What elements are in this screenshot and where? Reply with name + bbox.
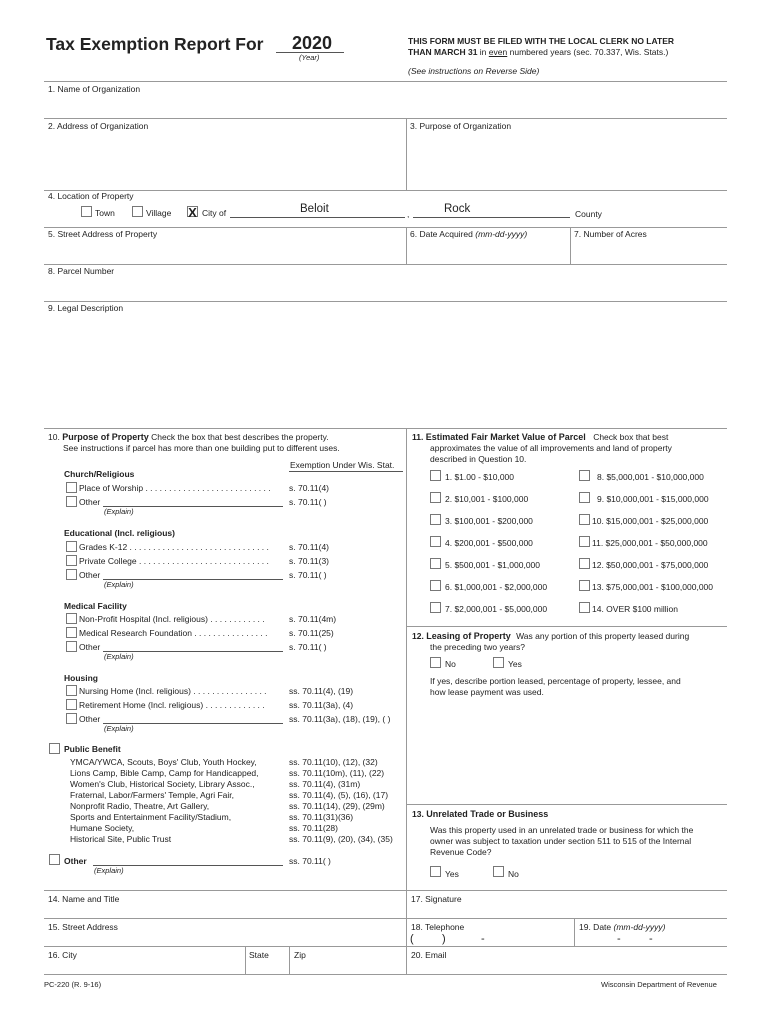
- email-input[interactable]: [408, 961, 726, 973]
- value-6-label: 6. $1,000,001 - $2,000,000: [445, 582, 548, 592]
- value-5-checkbox[interactable]: [430, 558, 441, 569]
- public-stat: ss. 70.11(9), (20), (34), (35): [289, 834, 393, 844]
- church-explain: (Explain): [104, 507, 134, 516]
- value-10-checkbox[interactable]: [579, 514, 590, 525]
- leasing-no-label: No: [445, 659, 456, 669]
- year-label: (Year): [299, 53, 320, 62]
- value-13-checkbox[interactable]: [579, 580, 590, 591]
- church-other-label: Other: [79, 497, 101, 507]
- public-stat: ss. 70.11(31)(36): [289, 812, 354, 822]
- street-input[interactable]: [44, 933, 404, 945]
- public-line: Lions Camp, Bible Camp, Camp for Handicapped,: [70, 768, 259, 778]
- unrelated-heading: [412, 809, 548, 820]
- organization-purpose-input[interactable]: [408, 132, 726, 188]
- housing-other-label: Other: [79, 714, 101, 724]
- acres-input[interactable]: [572, 240, 726, 262]
- county-label: County: [575, 209, 602, 219]
- college-stat: s. 70.11(3): [289, 556, 330, 566]
- edu-explain: (Explain): [104, 580, 134, 589]
- worship-stat: s. 70.11(4): [289, 483, 330, 493]
- leasing-desc-2: the preceding two years?: [430, 642, 525, 652]
- county-line: [413, 217, 570, 218]
- date-dash-2: -: [649, 933, 653, 945]
- field-3-label: 3. Purpose of Organization: [410, 121, 512, 131]
- research-checkbox[interactable]: [66, 627, 77, 638]
- edu-other-label: Other: [79, 570, 101, 580]
- field-2-label: 2. Address of Organization: [48, 121, 149, 131]
- leasing-yes-checkbox[interactable]: [493, 657, 504, 668]
- unrelated-desc-3: Revenue Code?: [430, 847, 492, 857]
- field-15-label: 15. Street Address: [48, 922, 118, 932]
- city-line: [230, 217, 405, 218]
- field-14-label: 14. Name and Title: [48, 894, 120, 904]
- med-explain: (Explain): [104, 652, 134, 661]
- leasing-heading: [412, 631, 689, 642]
- value-8-checkbox[interactable]: [579, 470, 590, 481]
- final-explain: (Explain): [94, 866, 124, 875]
- date-acquired-label: 6. Date Acquired: [410, 229, 473, 239]
- housing-explain: (Explain): [104, 724, 134, 733]
- retirement-label: Retirement Home (Incl. religious) . . . . . . . . . . . . .: [79, 700, 265, 710]
- section-12-title: Leasing of Property: [426, 631, 511, 641]
- research-label: Medical Research Foundation . . . . . . . . . . . . . . . .: [79, 628, 268, 638]
- unrelated-desc-1: Was this property used in an unrelated trade or business for which the: [430, 825, 694, 835]
- public-stat: ss. 70.11(14), (29), (29m): [289, 801, 385, 811]
- public-stat: ss. 70.11(4), (31m): [289, 779, 361, 789]
- value-14-checkbox[interactable]: [579, 602, 590, 613]
- edu-other-checkbox[interactable]: [66, 569, 77, 580]
- date-label: 19. Date: [579, 922, 612, 932]
- church-other-checkbox[interactable]: [66, 496, 77, 507]
- form-id: PC-220 (R. 9-16): [44, 980, 102, 989]
- value-desc-2: approximates the value of all improvements and land of property: [430, 443, 672, 453]
- value-13-label: 13. $75,000,001 - $100,000,000: [592, 582, 713, 592]
- county-value[interactable]: Rock: [444, 203, 471, 215]
- public-stat: ss. 70.11(28): [289, 823, 338, 833]
- value-9-label: 9. $10,000,001 - $15,000,000: [597, 494, 709, 504]
- village-checkbox[interactable]: [132, 206, 143, 217]
- zip-input[interactable]: [291, 961, 404, 973]
- village-label: Village: [146, 208, 172, 218]
- nursing-stat: ss. 70.11(4), (19): [289, 686, 354, 696]
- notice-in: in: [479, 47, 487, 57]
- housing-heading: Housing: [64, 673, 98, 683]
- med-other-stat: s. 70.11( ): [289, 642, 327, 652]
- leasing-yes-label: Yes: [508, 659, 522, 669]
- telephone-input[interactable]: [418, 933, 572, 945]
- notice-rest: numbered years (sec. 70.337, Wis. Stats.): [509, 47, 669, 57]
- value-4-checkbox[interactable]: [430, 536, 441, 547]
- leasing-no-checkbox[interactable]: [430, 657, 441, 668]
- value-11-checkbox[interactable]: [579, 536, 590, 547]
- value-9-checkbox[interactable]: [579, 492, 590, 503]
- city-of-label: City of: [202, 208, 227, 218]
- city-input[interactable]: [44, 961, 243, 973]
- value-2-label: 2. $10,001 - $100,000: [445, 494, 529, 504]
- final-other-stat: ss. 70.11( ): [289, 856, 331, 866]
- k12-label: Grades K-12 . . . . . . . . . . . . . . . . . . . . . . . . . . . . . .: [79, 542, 269, 552]
- value-5-label: 5. $500,001 - $1,000,000: [445, 560, 540, 570]
- parcel-number-input[interactable]: [44, 277, 727, 299]
- name-title-input[interactable]: [44, 905, 404, 917]
- zip-label: Zip: [294, 950, 306, 960]
- worship-label: Place of Worship . . . . . . . . . . . . . . . . . . . . . . . . . . .: [79, 483, 271, 493]
- field-19-label: [579, 922, 665, 933]
- public-line: Fraternal, Labor/Farmers' Temple, Agri Fair,: [70, 790, 234, 800]
- field-8-label: 8. Parcel Number: [48, 266, 115, 276]
- k12-checkbox[interactable]: [66, 541, 77, 552]
- edu-other-stat: s. 70.11( ): [289, 570, 327, 580]
- signature-input[interactable]: [408, 905, 726, 917]
- housing-other-checkbox[interactable]: [66, 713, 77, 724]
- value-4-label: 4. $200,001 - $500,000: [445, 538, 533, 548]
- filing-notice-line2: [408, 47, 668, 58]
- section-11-desc: Check box that best: [593, 432, 669, 442]
- value-desc-3: described in Question 10.: [430, 454, 527, 464]
- state-label: State: [249, 950, 269, 960]
- department-name: Wisconsin Department of Revenue: [601, 980, 717, 989]
- value-12-label: 12. $50,000,001 - $75,000,000: [592, 560, 709, 570]
- unrelated-yes-label: Yes: [445, 869, 459, 879]
- value-3-label: 3. $100,001 - $200,000: [445, 516, 533, 526]
- leasing-ifyes-2: how lease payment was used.: [430, 687, 544, 697]
- public-line: Sports and Entertainment Facility/Stadium,: [70, 812, 232, 822]
- value-8-label: 8. $5,000,001 - $10,000,000: [597, 472, 704, 482]
- retirement-checkbox[interactable]: [66, 699, 77, 710]
- leasing-ifyes-1: If yes, describe portion leased, percentage of property, lessee, and: [430, 676, 681, 686]
- hospital-stat: s. 70.11(4m): [289, 614, 337, 624]
- form-title: Tax Exemption Report For: [46, 34, 264, 54]
- organization-address-input[interactable]: [44, 132, 404, 188]
- med-other-checkbox[interactable]: [66, 641, 77, 652]
- date-dash-1: -: [617, 933, 621, 945]
- section-10-title: Purpose of Property: [62, 432, 149, 442]
- public-stat: ss. 70.11(4), (5), (16), (17): [289, 790, 389, 800]
- public-stat: ss. 70.11(10m), (11), (22): [289, 768, 385, 778]
- public-line: Nonprofit Radio, Theatre, Art Gallery,: [70, 801, 210, 811]
- edu-heading: Educational (Incl. religious): [64, 528, 175, 538]
- section-13-num: 13.: [412, 809, 424, 819]
- value-14-label: 14. OVER $100 million: [592, 604, 678, 614]
- section-13-title: Unrelated Trade or Business: [426, 809, 549, 819]
- public-heading: Public Benefit: [64, 744, 121, 754]
- nursing-checkbox[interactable]: [66, 685, 77, 696]
- research-stat: s. 70.11(25): [289, 628, 334, 638]
- field-18-label: 18. Telephone: [411, 922, 465, 932]
- value-2-checkbox[interactable]: [430, 492, 441, 503]
- instructions-note: (See instructions on Reverse Side): [408, 66, 540, 76]
- value-1-checkbox[interactable]: [430, 470, 441, 481]
- exemption-header: Exemption Under Wis. Stat.: [290, 460, 395, 470]
- town-checkbox[interactable]: [81, 206, 92, 217]
- filing-notice-line1: THIS FORM MUST BE FILED WITH THE LOCAL CLERK NO LATER: [408, 36, 675, 46]
- public-line: Women's Club, Historical Society, Library Assoc.,: [70, 779, 255, 789]
- value-12-checkbox[interactable]: [579, 558, 590, 569]
- date-fmt: (mm-dd-yyyy): [613, 922, 666, 932]
- worship-checkbox[interactable]: [66, 482, 77, 493]
- section-11-num: 11.: [412, 432, 424, 442]
- section-11-title: Estimated Fair Market Value of Parcel: [425, 432, 586, 442]
- phone-dash: -: [481, 933, 485, 945]
- filing-deadline: THAN MARCH 31: [408, 47, 478, 57]
- public-line: Humane Society,: [70, 823, 135, 833]
- value-11-label: 11. $25,000,001 - $50,000,000: [592, 538, 708, 548]
- street-address-input[interactable]: [44, 240, 404, 262]
- section-12-num: 12.: [412, 631, 424, 641]
- unrelated-no-label: No: [508, 869, 519, 879]
- nursing-label: Nursing Home (Incl. religious) . . . . . . . . . . . . . . . .: [79, 686, 267, 696]
- field-17-label: 17. Signature: [411, 894, 462, 904]
- retirement-stat: ss. 70.11(3a), (4): [289, 700, 354, 710]
- section-10-desc: Check the box that best describes the property.: [151, 432, 329, 442]
- hospital-label: Non-Profit Hospital (Incl. religious) . . . . . . . . . . . .: [79, 614, 265, 624]
- field-6-label: [410, 229, 527, 240]
- housing-other-stat: ss. 70.11(3a), (18), (19), ( ): [289, 714, 391, 724]
- k12-stat: s. 70.11(4): [289, 542, 330, 552]
- public-benefit-checkbox[interactable]: [49, 743, 60, 754]
- city-value[interactable]: Beloit: [300, 203, 329, 215]
- town-label: Town: [95, 208, 115, 218]
- value-7-label: 7. $2,000,001 - $5,000,000: [445, 604, 548, 614]
- value-3-checkbox[interactable]: [430, 514, 441, 525]
- section-12-desc: Was any portion of this property leased during: [516, 631, 690, 641]
- public-line: YMCA/YWCA, Scouts, Boys' Club, Youth Hockey,: [70, 757, 257, 767]
- leasing-description-input[interactable]: [408, 700, 726, 800]
- legal-description-input[interactable]: [44, 314, 727, 426]
- value-6-checkbox[interactable]: [430, 580, 441, 591]
- notice-even: even: [488, 47, 508, 57]
- comma: ,: [407, 209, 410, 219]
- value-1-label: 1. $1.00 - $10,000: [445, 472, 515, 482]
- value-10-label: 10. $15,000,001 - $25,000,000: [592, 516, 709, 526]
- church-other-stat: s. 70.11( ): [289, 497, 327, 507]
- final-other-label: Other: [64, 856, 87, 866]
- field-20-label: 20. Email: [411, 950, 447, 960]
- year-value: 2020: [292, 33, 333, 53]
- city-checkbox[interactable]: X: [188, 205, 197, 220]
- final-other-checkbox[interactable]: [49, 854, 60, 865]
- purpose-desc-2: See instructions if parcel has more than one building put to different uses.: [63, 443, 340, 453]
- date-format-hint: (mm-dd-yyyy): [475, 229, 528, 239]
- organization-name-input[interactable]: [44, 95, 727, 117]
- phone-close: ): [442, 933, 446, 945]
- field-4-label: 4. Location of Property: [48, 191, 134, 201]
- unrelated-yes-checkbox[interactable]: [430, 866, 441, 877]
- section-10-num: 10.: [48, 432, 60, 442]
- field-7-label: 7. Number of Acres: [574, 229, 647, 239]
- unrelated-no-checkbox[interactable]: [493, 866, 504, 877]
- college-label: Private College . . . . . . . . . . . . . . . . . . . . . . . . . . . .: [79, 556, 269, 566]
- value-heading: [412, 432, 668, 443]
- hospital-checkbox[interactable]: [66, 613, 77, 624]
- purpose-heading: [48, 432, 329, 443]
- field-1-label: 1. Name of Organization: [48, 84, 141, 94]
- field-16-label: 16. City: [48, 950, 77, 960]
- date-input[interactable]: [578, 933, 726, 945]
- public-line: Historical Site, Public Trust: [70, 834, 172, 844]
- med-heading: Medical Facility: [64, 601, 127, 611]
- date-acquired-input[interactable]: [408, 240, 568, 262]
- church-heading: Church/Religious: [64, 469, 135, 479]
- field-5-label: 5. Street Address of Property: [48, 229, 158, 239]
- college-checkbox[interactable]: [66, 555, 77, 566]
- public-stat: ss. 70.11(10), (12), (32): [289, 757, 378, 767]
- med-other-label: Other: [79, 642, 101, 652]
- value-7-checkbox[interactable]: [430, 602, 441, 613]
- field-9-label: 9. Legal Description: [48, 303, 124, 313]
- state-input[interactable]: [247, 961, 287, 973]
- unrelated-desc-2: owner was subject to taxation under section 511 to 515 of the Internal: [430, 836, 692, 846]
- phone-open: (: [410, 933, 414, 945]
